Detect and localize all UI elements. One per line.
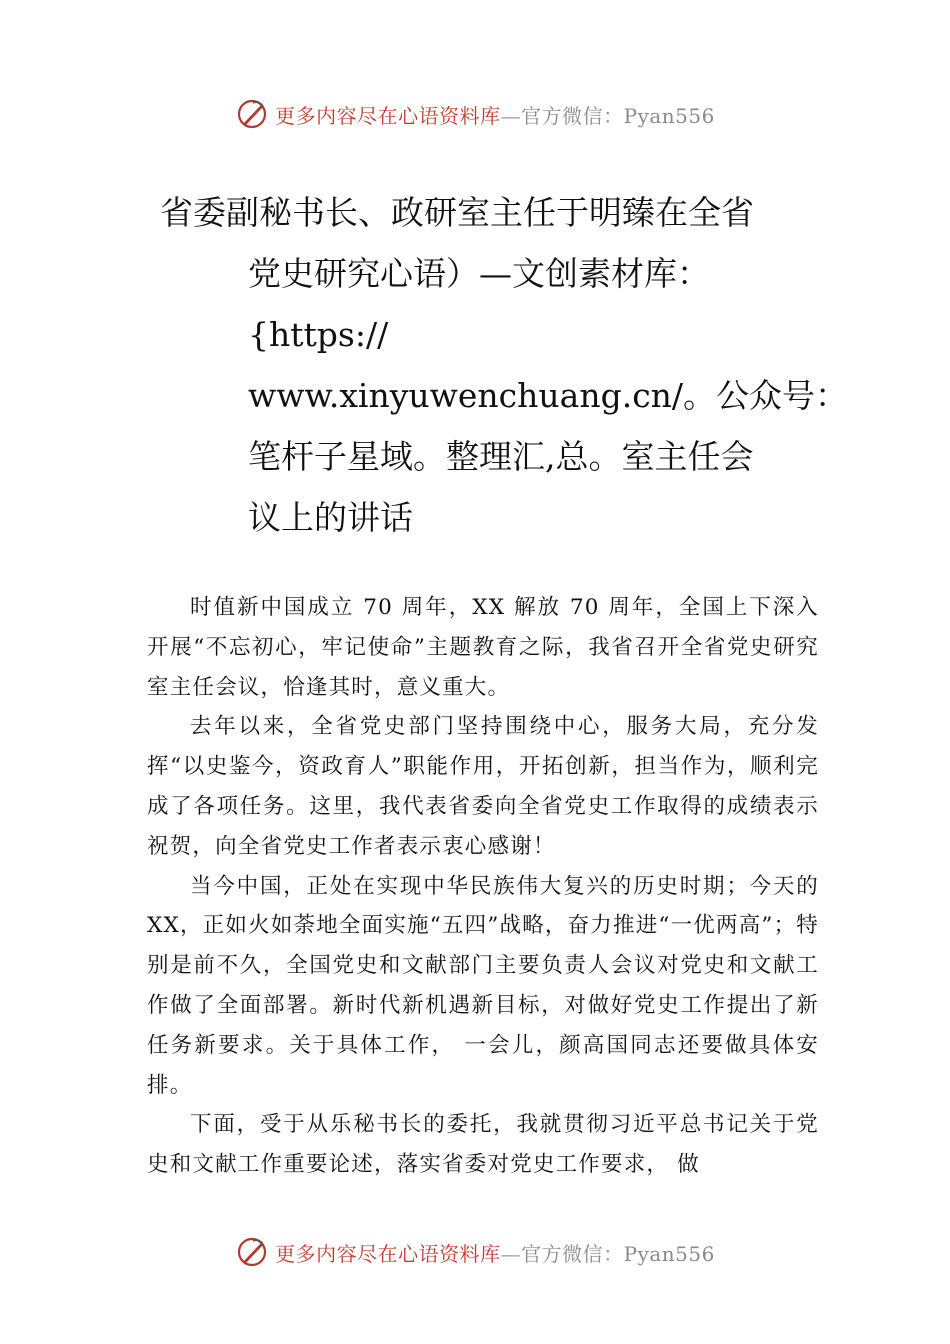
header-banner xyxy=(0,94,950,134)
footer-banner xyxy=(0,1232,950,1272)
pen-logo-icon xyxy=(235,1235,269,1269)
banner-text: 更多内容尽在心语资料库—官方微信：Pyan556 xyxy=(275,1241,715,1266)
body-paragraph: 时值新中国成立 70 周年，XX 解放 70 周年，全国上下深入开展“不忘初心，牢记使命”主题教育之际，我省召开全省党史研究室主任会议，恰逢其时，意义重大。 xyxy=(147,595,819,700)
body-paragraph: 下面，受于从乐秘书长的委托，我就贯彻习近平总书记关于党史和文献工作重要论述，落实省委对党史工作要求， 做 xyxy=(147,1112,819,1178)
title-line: 议上的讲话 xyxy=(248,498,413,537)
title-line: 笔杆子星域。整理汇,总。室主任会 xyxy=(248,437,754,476)
title-line: www.xinyuwenchuang.cn/。公众号： xyxy=(248,376,849,415)
body-paragraph: 去年以来，全省党史部门坚持围绕中心，服务大局，充分发挥“以史鉴今，资政育人”职能作用，开拓创新，担当作为，顺利完成了各项任务。这里，我代表省委向全省党史工作取得的成绩表示祝贺，向全省党史工作者表示衷心感谢！ xyxy=(147,714,819,859)
document-title xyxy=(150,182,849,548)
document-body xyxy=(147,588,819,1185)
pen-logo-icon xyxy=(235,97,269,131)
title-line: {https:// xyxy=(248,315,389,354)
body-paragraph: 当今中国，正处在实现中华民族伟大复兴的历史时期；今天的 XX，正如火如荼地全面实施“五四”战略，奋力推进“一优两高”；特别是前不久，全国党史和文献部门主要负责人会议对党史和文献工作做了全面部署。新时代新机遇新目标，对做好党史工作提出了新任务新要求。关于具体工作， 一会儿，颜高国同志还要做具体安排。 xyxy=(147,873,819,1098)
title-line: 党史研究心语）—文创素材库： xyxy=(248,254,710,293)
banner-text: 更多内容尽在心语资料库—官方微信：Pyan556 xyxy=(275,103,715,128)
title-line: 省委副秘书长、政研室主任于明臻在全省 xyxy=(160,193,754,232)
